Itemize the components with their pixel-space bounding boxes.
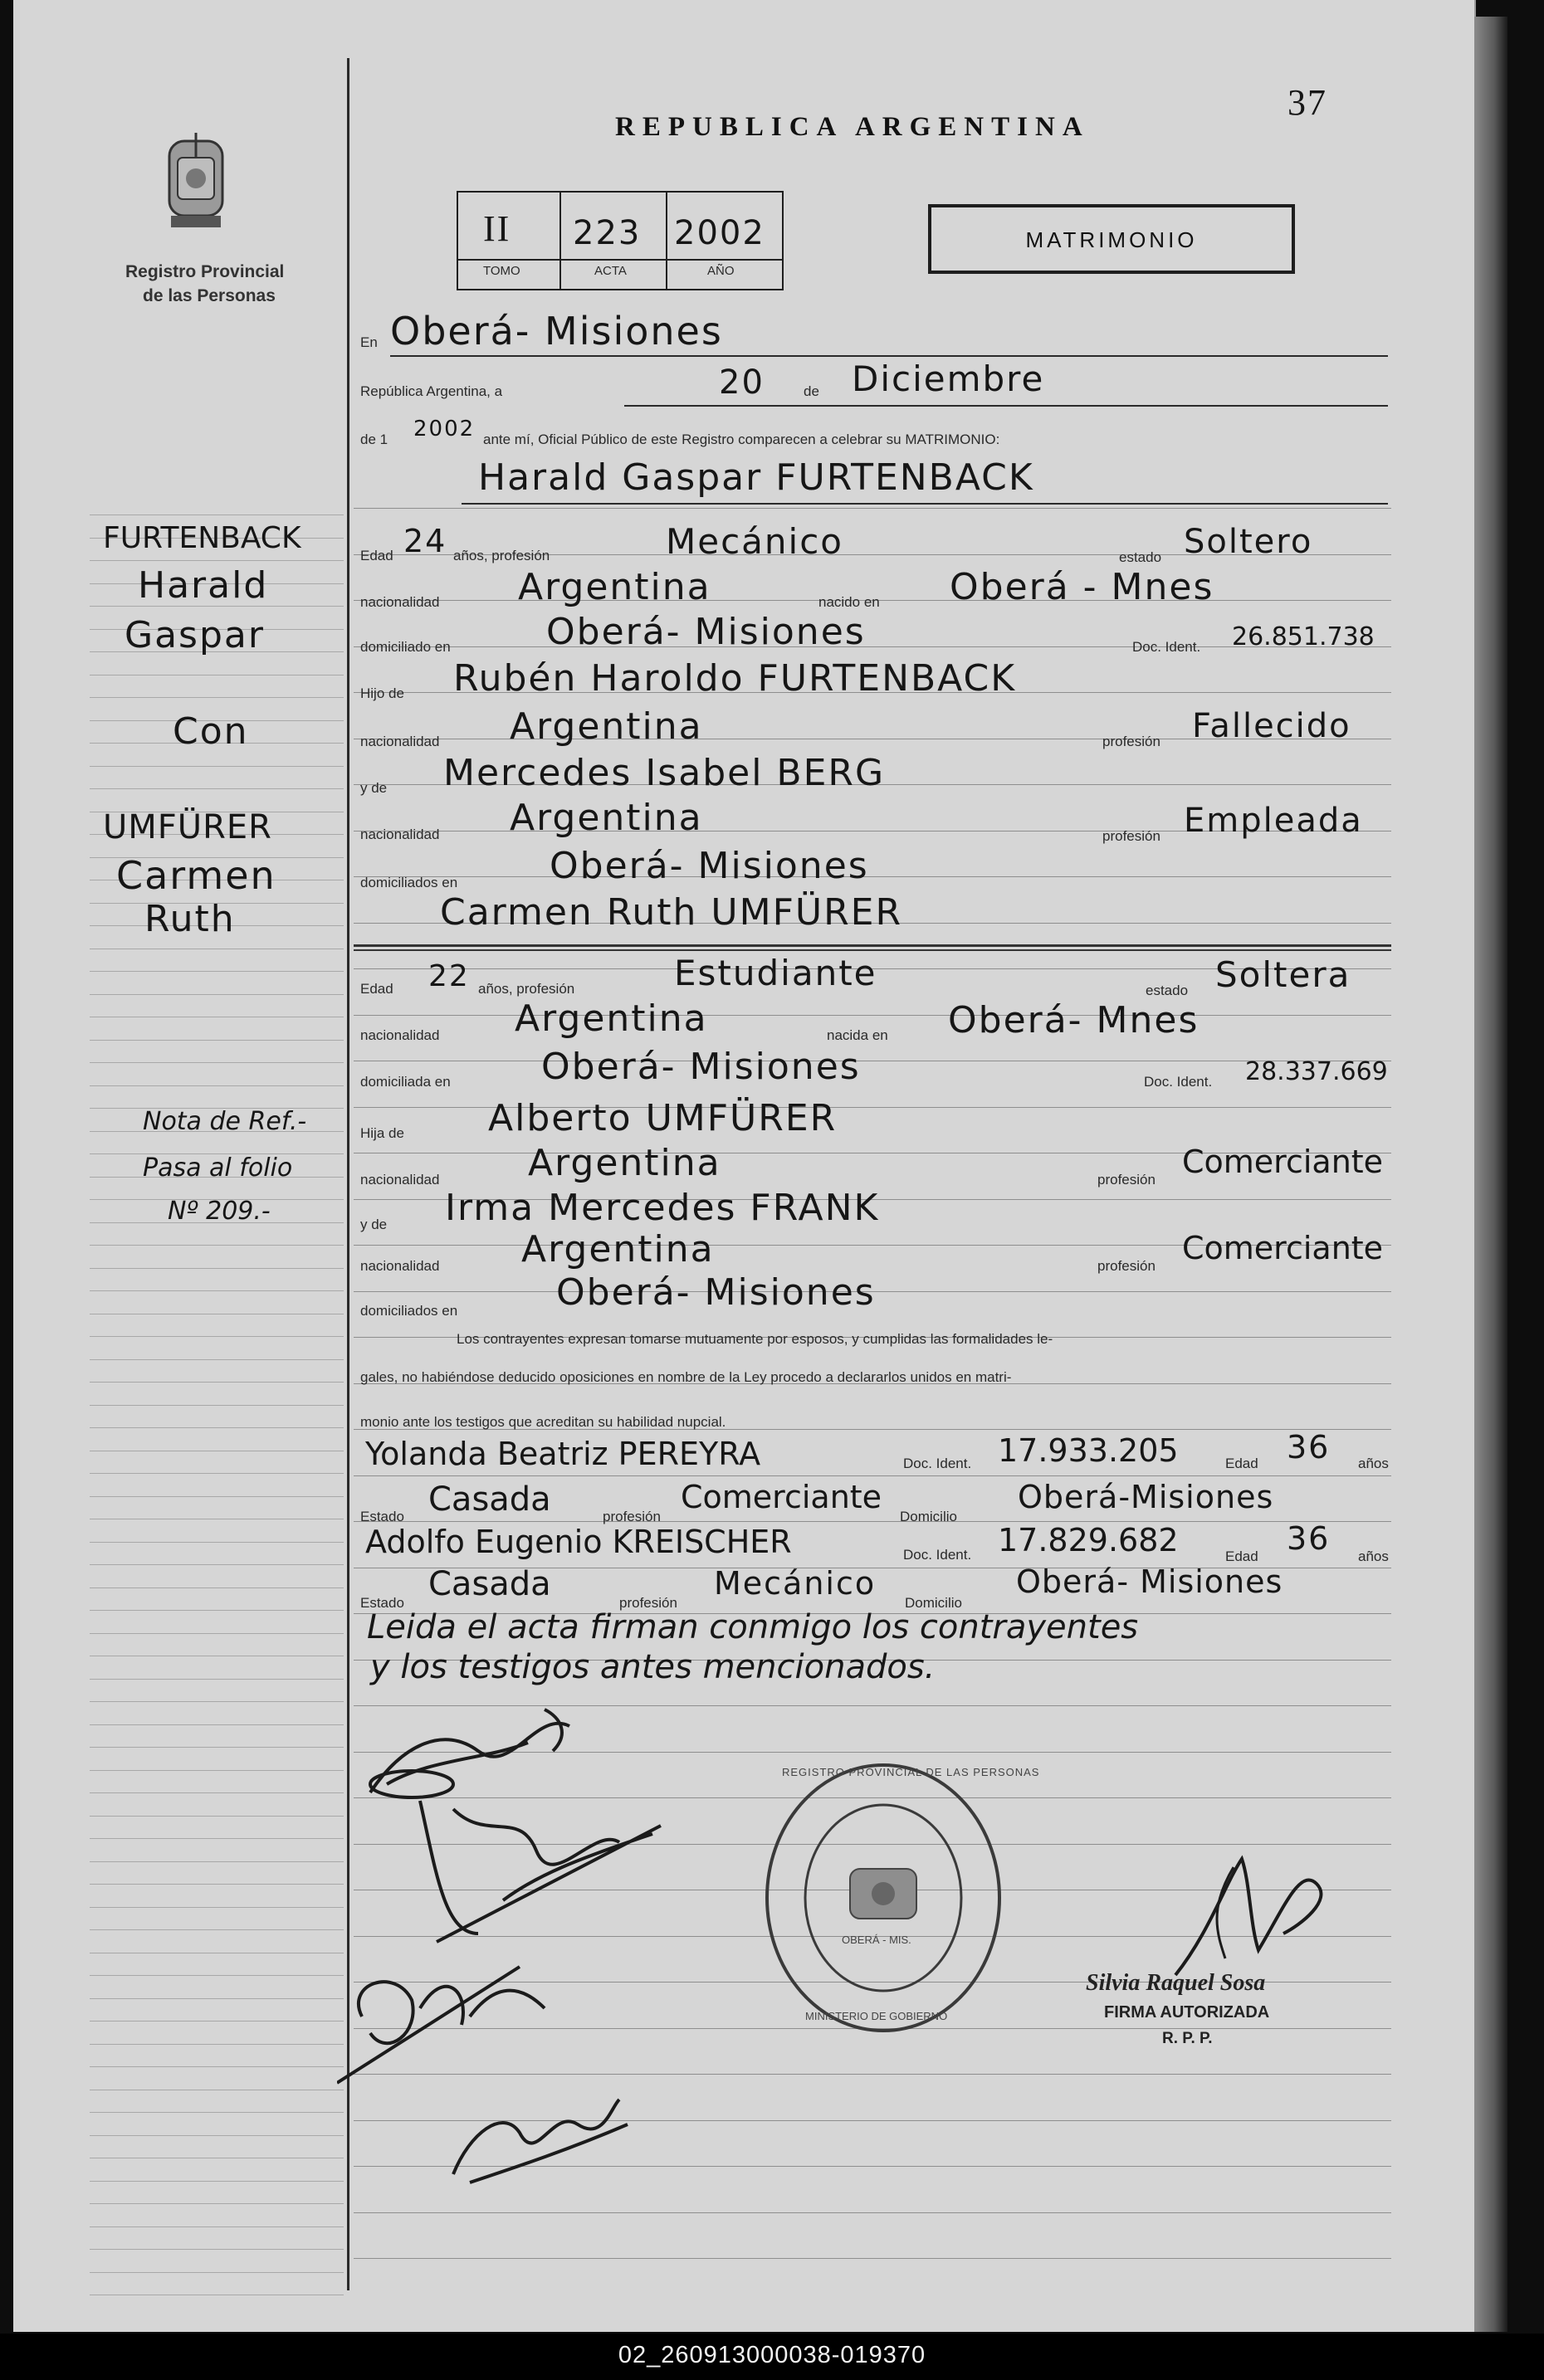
closing-line1: Leida el acta firman conmigo los contrayentes bbox=[367, 1608, 1139, 1646]
anos-profesion-label: años, profesión bbox=[453, 548, 550, 563]
authorized-signature-label: FIRMA AUTORIZADA bbox=[1104, 2003, 1270, 2022]
bride-mother-profession: Comerciante bbox=[1182, 1230, 1384, 1266]
margin-ruled-line bbox=[90, 1816, 344, 1817]
profesion-label: profesión bbox=[1102, 828, 1160, 844]
bride-full-name: Carmen Ruth UMFÜRER bbox=[440, 891, 903, 934]
domiciliada-label: domiciliada en bbox=[360, 1074, 451, 1090]
bride-age: 22 bbox=[428, 959, 470, 993]
bride-father-nationality: Argentina bbox=[528, 1142, 721, 1184]
margin-bride-surname: UMFÜRER bbox=[103, 808, 272, 846]
margin-ruled-line bbox=[90, 1975, 344, 1976]
margin-ruled-line bbox=[90, 1929, 344, 1930]
nacido-label: nacido en bbox=[818, 594, 880, 610]
groom-father-nationality: Argentina bbox=[510, 705, 703, 748]
provincial-emblem bbox=[163, 133, 229, 232]
bride-nationality: Argentina bbox=[515, 997, 708, 1040]
witness2-domicile: Oberá- Misiones bbox=[1016, 1563, 1283, 1600]
domiciliado-label: domiciliado en bbox=[360, 639, 451, 655]
margin-ruled-line bbox=[90, 2272, 344, 2273]
witness2-name: Adolfo Eugenio KREISCHER bbox=[365, 1524, 792, 1560]
margin-nota-line2: Pasa al folio bbox=[143, 1153, 293, 1183]
groom-profession: Mecánico bbox=[666, 521, 843, 562]
legal-text-line3: monio ante los testigos que acreditan su habilidad nupcial. bbox=[360, 1414, 726, 1430]
margin-ruled-line bbox=[90, 1587, 344, 1588]
margin-ruled-line bbox=[90, 2021, 344, 2022]
fill-line bbox=[462, 503, 1388, 505]
ruled-line bbox=[354, 1015, 1391, 1016]
bride-birthplace: Oberá- Mnes bbox=[948, 999, 1200, 1041]
margin-ruled-line bbox=[90, 697, 344, 698]
ruled-line bbox=[354, 876, 1391, 877]
groom-full-name: Harald Gaspar FURTENBACK bbox=[478, 456, 1034, 499]
ruled-line bbox=[354, 2258, 1391, 2259]
seal-bottom-text: MINISTERIO DE GOBIERNO bbox=[805, 2010, 948, 2022]
intro-statement: ante mí, Oficial Público de este Registro comparecen a celebrar su MATRIMONIO: bbox=[483, 432, 1000, 447]
margin-ruled-line bbox=[90, 1747, 344, 1748]
yde-label: y de bbox=[360, 1217, 388, 1232]
edad-label: Edad bbox=[1225, 1548, 1258, 1564]
margin-groom-surname: FURTENBACK bbox=[103, 521, 301, 555]
margin-ruled-line bbox=[90, 994, 344, 995]
margin-ruled-line bbox=[90, 1290, 344, 1291]
closing-line2: y los testigos antes mencionados. bbox=[370, 1648, 936, 1686]
margin-ruled-line bbox=[90, 766, 344, 767]
official-name: Silvia Raquel Sosa bbox=[1086, 1970, 1266, 1996]
bride-father-name: Alberto UMFÜRER bbox=[488, 1097, 838, 1139]
margin-ruled-line bbox=[90, 1245, 344, 1246]
ruled-line bbox=[354, 508, 1391, 509]
witness1-name: Yolanda Beatriz PEREYRA bbox=[365, 1436, 761, 1472]
official-seal bbox=[759, 1761, 1040, 2035]
bride-domicile: Oberá- Misiones bbox=[541, 1046, 861, 1088]
nacida-label: nacida en bbox=[827, 1027, 888, 1043]
image-identifier: 02_260913000038-019370 bbox=[618, 2342, 926, 2368]
witness1-age: 36 bbox=[1287, 1429, 1331, 1466]
bride-mother-nationality: Argentina bbox=[521, 1228, 715, 1270]
anio-value: 2002 bbox=[674, 214, 765, 252]
margin-ruled-line bbox=[90, 971, 344, 972]
marriage-day: 20 bbox=[719, 363, 765, 402]
ruled-line bbox=[354, 2212, 1391, 2213]
margin-ruled-line bbox=[90, 1268, 344, 1269]
registry-name-line1: Registro Provincial bbox=[125, 262, 285, 281]
tomo-value: II bbox=[483, 208, 511, 249]
rpp-label: R. P. P. bbox=[1162, 2030, 1213, 2047]
margin-ruled-line bbox=[90, 1633, 344, 1634]
margin-nota-line3: Nº 209.- bbox=[168, 1197, 271, 1226]
margin-ruled-line bbox=[90, 1382, 344, 1383]
anio-label: AÑO bbox=[707, 264, 735, 278]
estado-label: Estado bbox=[360, 1509, 404, 1524]
groom-domicile: Oberá- Misiones bbox=[546, 611, 866, 653]
legal-text-line2: gales, no habiéndose deducido oposiciones en nombre de la Ley procedo a declararlos unidos en matri- bbox=[360, 1369, 1012, 1385]
republica-label: República Argentina, a bbox=[360, 383, 503, 399]
margin-ruled-line bbox=[90, 2249, 344, 2250]
seal-ring-text: REGISTRO PROVINCIAL DE LAS PERSONAS bbox=[782, 1766, 1040, 1778]
margin-ruled-line bbox=[90, 1496, 344, 1497]
profesion-label: profesión bbox=[603, 1509, 661, 1524]
margin-ruled-line bbox=[90, 2203, 344, 2204]
groom-father-name: Rubén Haroldo FURTENBACK bbox=[453, 657, 1017, 700]
profesion-label: profesión bbox=[1102, 734, 1160, 749]
margin-ruled-line bbox=[90, 1861, 344, 1862]
bride-mother-name: Irma Mercedes FRANK bbox=[445, 1187, 880, 1229]
groom-civil-status: Soltero bbox=[1184, 523, 1313, 561]
folio-number: 37 bbox=[1287, 82, 1327, 123]
nacionalidad-label: nacionalidad bbox=[360, 827, 440, 842]
anos-label: años bbox=[1358, 1456, 1389, 1471]
margin-ruled-line bbox=[90, 1542, 344, 1543]
margin-ruled-line bbox=[90, 1701, 344, 1702]
margin-ruled-line bbox=[90, 788, 344, 789]
margin-ruled-line bbox=[90, 1770, 344, 1771]
nacionalidad-label: nacionalidad bbox=[360, 594, 440, 610]
domicilio-label: Domicilio bbox=[905, 1595, 962, 1611]
margin-bride-given2: Ruth bbox=[144, 898, 236, 940]
anos-label: años bbox=[1358, 1548, 1389, 1564]
marriage-year: 2002 bbox=[413, 417, 476, 441]
profesion-label: profesión bbox=[1097, 1258, 1156, 1274]
signature-scribble-3 bbox=[337, 1934, 586, 2095]
margin-groom-given2: Gaspar bbox=[125, 614, 265, 656]
hija-label: Hija de bbox=[360, 1125, 404, 1141]
margin-bride-given1: Carmen bbox=[116, 853, 276, 898]
margin-ruled-line bbox=[90, 1724, 344, 1725]
margin-ruled-line bbox=[90, 1405, 344, 1406]
nacionalidad-label: nacionalidad bbox=[360, 734, 440, 749]
margin-ruled-line bbox=[90, 1838, 344, 1839]
groom-mother-nationality: Argentina bbox=[510, 797, 703, 839]
estado-label: estado bbox=[1119, 549, 1162, 565]
witness1-doc: 17.933.205 bbox=[998, 1432, 1179, 1469]
margin-ruled-line bbox=[90, 1359, 344, 1360]
groom-father-profession: Fallecido bbox=[1192, 707, 1351, 745]
margin-ruled-line bbox=[90, 2181, 344, 2182]
bride-profession: Estudiante bbox=[674, 953, 877, 993]
margin-ruled-line bbox=[90, 2066, 344, 2067]
de-label: de bbox=[804, 383, 819, 399]
domiciliados-label: domiciliados en bbox=[360, 875, 458, 890]
groom-mother-name: Mercedes Isabel BERG bbox=[443, 752, 886, 794]
nacionalidad-label: nacionalidad bbox=[360, 1172, 440, 1188]
ruled-line bbox=[354, 1521, 1391, 1522]
bride-doc-number: 28.337.669 bbox=[1245, 1057, 1388, 1086]
domiciliados-label: domiciliados en bbox=[360, 1303, 458, 1319]
profesion-label: profesión bbox=[619, 1595, 677, 1611]
margin-groom-given1: Harald bbox=[138, 564, 269, 607]
margin-nota-line1: Nota de Ref.- bbox=[143, 1107, 307, 1136]
record-type-box bbox=[928, 204, 1295, 274]
estado-label: estado bbox=[1146, 983, 1189, 998]
margin-ruled-line bbox=[90, 2044, 344, 2045]
margin-ruled-line bbox=[90, 1085, 344, 1086]
groom-doc-number: 26.851.738 bbox=[1232, 622, 1375, 651]
edad-label: Edad bbox=[360, 981, 393, 997]
witness1-profession: Comerciante bbox=[681, 1479, 882, 1515]
bride-parents-domicile: Oberá- Misiones bbox=[556, 1271, 876, 1314]
estado-label: Estado bbox=[360, 1595, 404, 1611]
register-page bbox=[13, 0, 1476, 2332]
ruled-line bbox=[354, 1475, 1391, 1476]
witness2-profession: Mecánico bbox=[714, 1565, 877, 1602]
margin-ruled-line bbox=[90, 2112, 344, 2113]
section-separator bbox=[354, 949, 1391, 951]
tomo-label: TOMO bbox=[483, 264, 520, 278]
en-label: En bbox=[360, 334, 378, 350]
tomo-acta-anio-box bbox=[457, 191, 784, 290]
acta-value: 223 bbox=[573, 214, 642, 252]
section-separator bbox=[354, 944, 1391, 947]
groom-birthplace: Oberá - Mnes bbox=[950, 566, 1214, 608]
margin-ruled-line bbox=[90, 2226, 344, 2227]
margin-ruled-line bbox=[90, 1998, 344, 1999]
doc-label: Doc. Ident. bbox=[1132, 639, 1201, 655]
registry-name-line2: de las Personas bbox=[143, 286, 276, 305]
seal-inner-text: OBERÁ - MIS. bbox=[842, 1934, 911, 1946]
doc-label: Doc. Ident. bbox=[903, 1547, 972, 1563]
doc-label: Doc. Ident. bbox=[1144, 1074, 1213, 1090]
margin-con: Con bbox=[173, 710, 249, 753]
bride-civil-status: Soltera bbox=[1215, 954, 1351, 995]
fill-line bbox=[390, 355, 1388, 357]
margin-ruled-line bbox=[90, 1427, 344, 1428]
margin-ruled-line bbox=[90, 1610, 344, 1611]
witness2-doc: 17.829.682 bbox=[998, 1522, 1179, 1558]
bride-father-profession: Comerciante bbox=[1182, 1144, 1384, 1180]
profesion-label: profesión bbox=[1097, 1172, 1156, 1188]
book-page-edge bbox=[1474, 17, 1507, 2332]
acta-label: ACTA bbox=[594, 264, 627, 278]
official-signature bbox=[1159, 1834, 1341, 1987]
doc-label: Doc. Ident. bbox=[903, 1456, 972, 1471]
margin-ruled-line bbox=[90, 1792, 344, 1793]
margin-ruled-line bbox=[90, 1062, 344, 1063]
margin-ruled-line bbox=[90, 1564, 344, 1565]
edad-label: Edad bbox=[360, 548, 393, 563]
groom-parents-domicile: Oberá- Misiones bbox=[550, 845, 869, 887]
country-heading: REPUBLICA ARGENTINA bbox=[615, 112, 1090, 142]
signature-scribble-4 bbox=[437, 2075, 636, 2195]
margin-ruled-line bbox=[90, 1040, 344, 1041]
witness2-age: 36 bbox=[1287, 1520, 1331, 1557]
fill-line bbox=[624, 405, 1388, 407]
anos-profesion-label: años, profesión bbox=[478, 981, 575, 997]
margin-ruled-line bbox=[90, 1884, 344, 1885]
legal-text-line1: Los contrayentes expresan tomarse mutuamente por esposos, y cumplidas las formalidades le- bbox=[457, 1331, 1053, 1347]
margin-ruled-line bbox=[90, 2135, 344, 2136]
nacionalidad-label: nacionalidad bbox=[360, 1258, 440, 1274]
margin-ruled-line bbox=[90, 1473, 344, 1474]
domicilio-label: Domicilio bbox=[900, 1509, 957, 1524]
hijo-label: Hijo de bbox=[360, 685, 404, 701]
year-prefix-label: de 1 bbox=[360, 432, 388, 447]
marriage-month: Diciembre bbox=[852, 358, 1045, 399]
margin-ruled-line bbox=[90, 1679, 344, 1680]
edad-label: Edad bbox=[1225, 1456, 1258, 1471]
record-type-label: MATRIMONIO bbox=[1025, 227, 1198, 252]
witness2-civil-status: Casada bbox=[428, 1565, 551, 1603]
groom-nationality: Argentina bbox=[518, 566, 711, 608]
margin-ruled-line bbox=[90, 560, 344, 561]
yde-label: y de bbox=[360, 780, 388, 796]
margin-ruled-line bbox=[90, 1907, 344, 1908]
nacionalidad-label: nacionalidad bbox=[360, 1027, 440, 1043]
groom-age: 24 bbox=[403, 523, 447, 559]
witness1-domicile: Oberá-Misiones bbox=[1018, 1479, 1274, 1515]
marriage-place: Oberá- Misiones bbox=[390, 309, 723, 354]
margin-ruled-line bbox=[90, 1336, 344, 1337]
witness1-civil-status: Casada bbox=[428, 1480, 551, 1519]
groom-mother-profession: Empleada bbox=[1184, 802, 1363, 840]
